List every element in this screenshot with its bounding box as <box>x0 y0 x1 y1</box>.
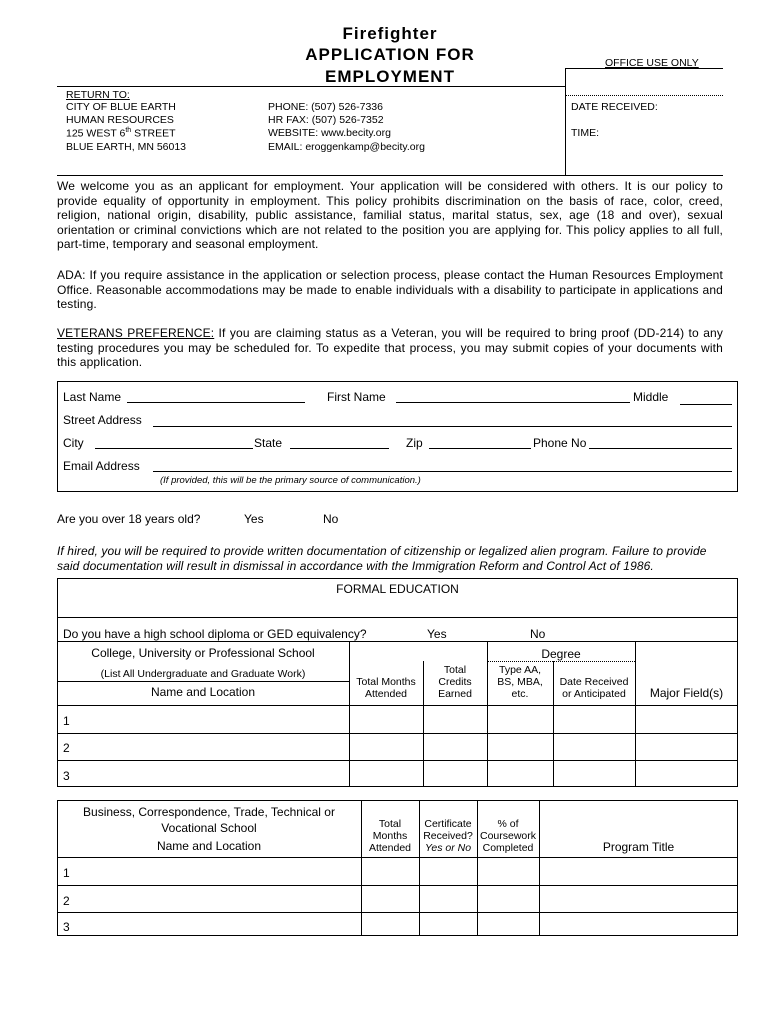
edu-rule-1 <box>57 617 738 618</box>
office-use-left-line <box>565 68 566 176</box>
edu-name-divider <box>57 681 349 682</box>
voc-name-location-header: Name and Location <box>156 839 262 853</box>
edu-major-header: Major Field(s) <box>649 686 724 700</box>
zip-label: Zip <box>406 436 423 450</box>
time-label: TIME: <box>571 127 599 139</box>
phone-input[interactable] <box>589 448 732 449</box>
citizenship-note: If hired, you will be required to provide written documentation of citizenship or legalized alien program. Failure to provide said documentation will result in dismissal in accordance with the Immigration Reform and Control Act of 1986. <box>57 544 707 573</box>
age-no-option[interactable]: No <box>323 512 339 526</box>
return-address-line4: BLUE EARTH, MN 56013 <box>66 141 187 153</box>
email-text: EMAIL: eroggenkamp@becity.org <box>268 141 425 153</box>
edu-name-location-header: Name and Location <box>150 685 256 699</box>
phone-label: Phone No <box>533 436 587 450</box>
middle-input[interactable] <box>680 404 732 405</box>
return-address-line2: HUMAN RESOURCES <box>66 114 174 126</box>
contact-rule <box>57 175 723 176</box>
header-rule <box>57 86 565 87</box>
voc-row-number: 1 <box>63 866 70 880</box>
diploma-no-option[interactable]: No <box>530 627 546 641</box>
middle-label: Middle <box>633 390 669 404</box>
age-yes-option[interactable]: Yes <box>244 512 264 526</box>
email-label: Email Address <box>63 459 140 473</box>
edu-col-3 <box>487 641 488 787</box>
voc-months-header: Total Months Attended <box>368 818 412 854</box>
edu-col-4 <box>553 661 554 787</box>
state-input[interactable] <box>290 448 389 449</box>
formal-education-title: FORMAL EDUCATION <box>336 582 459 596</box>
edu-col-2 <box>423 661 424 787</box>
voc-col-1 <box>361 800 362 936</box>
city-label: City <box>63 436 84 450</box>
voc-col-4 <box>539 800 540 936</box>
office-use-divider <box>565 95 723 96</box>
street-label: Street Address <box>63 413 142 427</box>
edu-date-header: Date Received or Anticipated <box>559 676 629 700</box>
return-address-line1: CITY OF BLUE EARTH <box>66 101 176 113</box>
voc-certificate-header: Certificate Received? Yes or No <box>423 818 473 854</box>
edu-credits-header: Total Credits Earned <box>438 664 472 700</box>
return-address-line3: 125 WEST 6th STREET <box>66 127 176 140</box>
email-input[interactable] <box>153 471 732 472</box>
voc-row-number: 3 <box>63 920 70 934</box>
edu-row-number: 2 <box>63 741 70 755</box>
age-question: Are you over 18 years old? <box>57 512 201 526</box>
voc-program-header: Program Title <box>602 840 675 854</box>
diploma-question: Do you have a high school diploma or GED equivalency? <box>63 627 367 641</box>
website-text: WEBSITE: www.becity.org <box>268 127 391 139</box>
degree-divider <box>487 661 635 662</box>
edu-col-5 <box>635 641 636 787</box>
diploma-yes-option[interactable]: Yes <box>427 627 447 641</box>
office-use-label: OFFICE USE ONLY <box>605 57 699 69</box>
return-to-label: RETURN TO: <box>66 89 130 101</box>
veterans-paragraph: VETERANS PREFERENCE: If you are claiming status as a Veteran, you will be required to bring proof (DD-214) to any testing procedures you may be scheduled for. To expedite that process, you may submit copies of your documents with this application. <box>57 326 723 370</box>
state-label: State <box>254 436 283 450</box>
email-note: (If provided, this will be the primary source of communication.) <box>160 475 421 486</box>
form-title-line3: EMPLOYMENT <box>325 67 455 86</box>
street-input[interactable] <box>153 426 732 427</box>
welcome-paragraph: We welcome you as an applicant for employment. Your application will be considered with others. It is our policy to provide equality of opportunity in employment. This policy prohibits discrimination on the basis of race, color, creed, religion, national origin, disability, public assistance, familial status, marital status, sex, age (18 and over), sexual orientation or criminal convictions which are not related to the position you are applying for. This policy applies to all full, part-time, temporary and seasonal employment. <box>57 179 723 252</box>
degree-header: Degree <box>541 647 581 661</box>
edu-row-number: 1 <box>63 714 70 728</box>
edu-row-line <box>57 733 738 734</box>
voc-row-line <box>57 885 738 886</box>
voc-row-line <box>57 912 738 913</box>
phone-text: PHONE: (507) 526-7336 <box>268 101 383 113</box>
form-title-line1: Firefighter <box>342 24 438 43</box>
edu-col-1 <box>349 641 350 787</box>
voc-coursework-header: % of Coursework Completed <box>479 818 537 854</box>
edu-row-line <box>57 760 738 761</box>
voc-col-2 <box>419 800 420 936</box>
fax-text: HR FAX: (507) 526-7352 <box>268 114 384 126</box>
vocational-title: Business, Correspondence, Trade, Technical or Vocational School <box>83 805 335 835</box>
voc-row-number: 2 <box>63 894 70 908</box>
first-name-input[interactable] <box>396 402 630 403</box>
ada-paragraph: ADA: If you require assistance in the application or selection process, please contact the Human Resources Employment Office. Reasonable accommodations may be made to enable individuals with a disability to participate in applications and testing. <box>57 268 723 312</box>
edu-row-number: 3 <box>63 769 70 783</box>
edu-degree-type-header: Type AA, BS, MBA, etc. <box>497 664 543 700</box>
office-use-top-line <box>565 68 723 69</box>
college-header: College, University or Professional School <box>91 646 315 660</box>
date-received-label: DATE RECEIVED: <box>571 101 658 113</box>
last-name-label: Last Name <box>63 390 122 404</box>
zip-input[interactable] <box>429 448 531 449</box>
voc-header-bottom <box>57 857 738 858</box>
edu-header-bottom <box>57 705 738 706</box>
first-name-label: First Name <box>327 390 386 404</box>
city-input[interactable] <box>95 448 253 449</box>
last-name-input[interactable] <box>127 402 305 403</box>
form-title-line2: APPLICATION FOR <box>305 45 475 64</box>
list-all-note: (List All Undergraduate and Graduate Work) <box>100 668 306 680</box>
voc-col-3 <box>477 800 478 936</box>
edu-total-months-header: Total Months Attended <box>356 676 416 700</box>
